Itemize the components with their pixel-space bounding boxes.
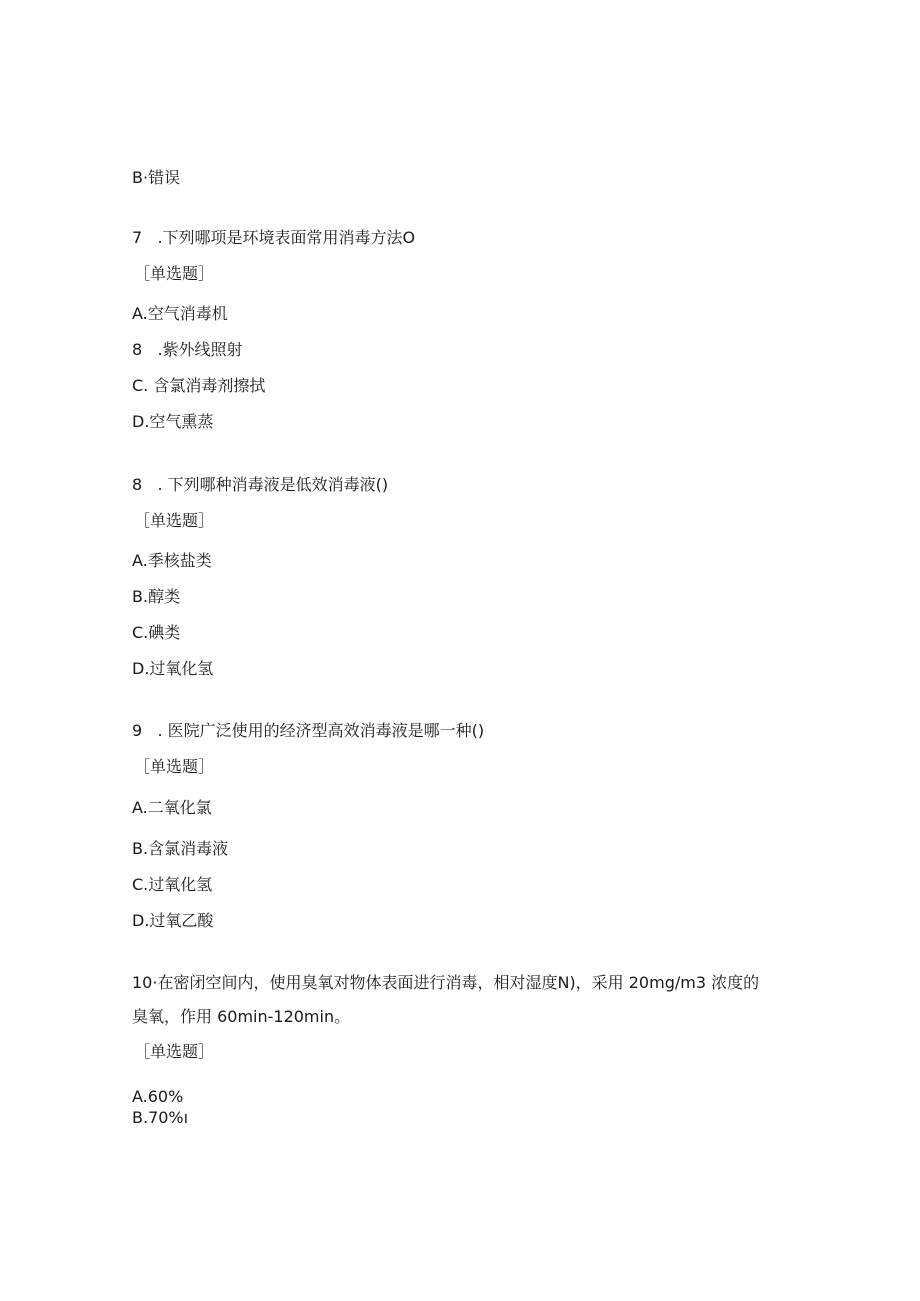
q10-question-line1: 10·在密闭空间内，使用臭氧对物体表面进行消毒，相对湿度N)，采用 20mg∕m3 浓度的	[132, 973, 760, 992]
q10-option-a: A.60%	[132, 1087, 184, 1106]
q10-option-b: B.70%ı	[132, 1108, 189, 1127]
q7-question: 7 .下列哪项是环境表面常用消毒方法O	[132, 228, 416, 247]
q9-type-tag: ［单选题］	[134, 757, 215, 776]
q7-option-b: 8 .紫外线照射	[132, 340, 243, 359]
q8-option-b: B.醇类	[132, 587, 181, 606]
q9-option-d: D.过氧乙酸	[132, 911, 214, 930]
q9-option-a: A.二氧化氯	[132, 798, 212, 817]
q7-option-c: C. 含氯消毒剂擦拭	[132, 376, 266, 395]
q9-option-b: B.含氯消毒液	[132, 839, 229, 858]
q10-question-line2: 臭氧，作用 60min-120min。	[132, 1007, 351, 1026]
q8-option-c: C.碘类	[132, 623, 181, 642]
q9-option-c: C.过氧化氢	[132, 875, 213, 894]
q8-option-a: A.季核盐类	[132, 551, 212, 570]
q6-option-b: B·错误	[132, 168, 181, 187]
q8-type-tag: ［单选题］	[134, 511, 215, 530]
q8-option-d: D.过氧化氢	[132, 659, 214, 678]
q7-option-d: D.空气熏蒸	[132, 412, 214, 431]
q9-question: 9 . 医院广泛使用的经济型高效消毒液是哪一种()	[132, 721, 485, 740]
q7-option-a: A.空气消毒机	[132, 304, 228, 323]
q8-question: 8 . 下列哪种消毒液是低效消毒液()	[132, 475, 389, 494]
q10-type-tag: ［单选题］	[134, 1042, 215, 1061]
q7-type-tag: ［单选题］	[134, 264, 215, 283]
